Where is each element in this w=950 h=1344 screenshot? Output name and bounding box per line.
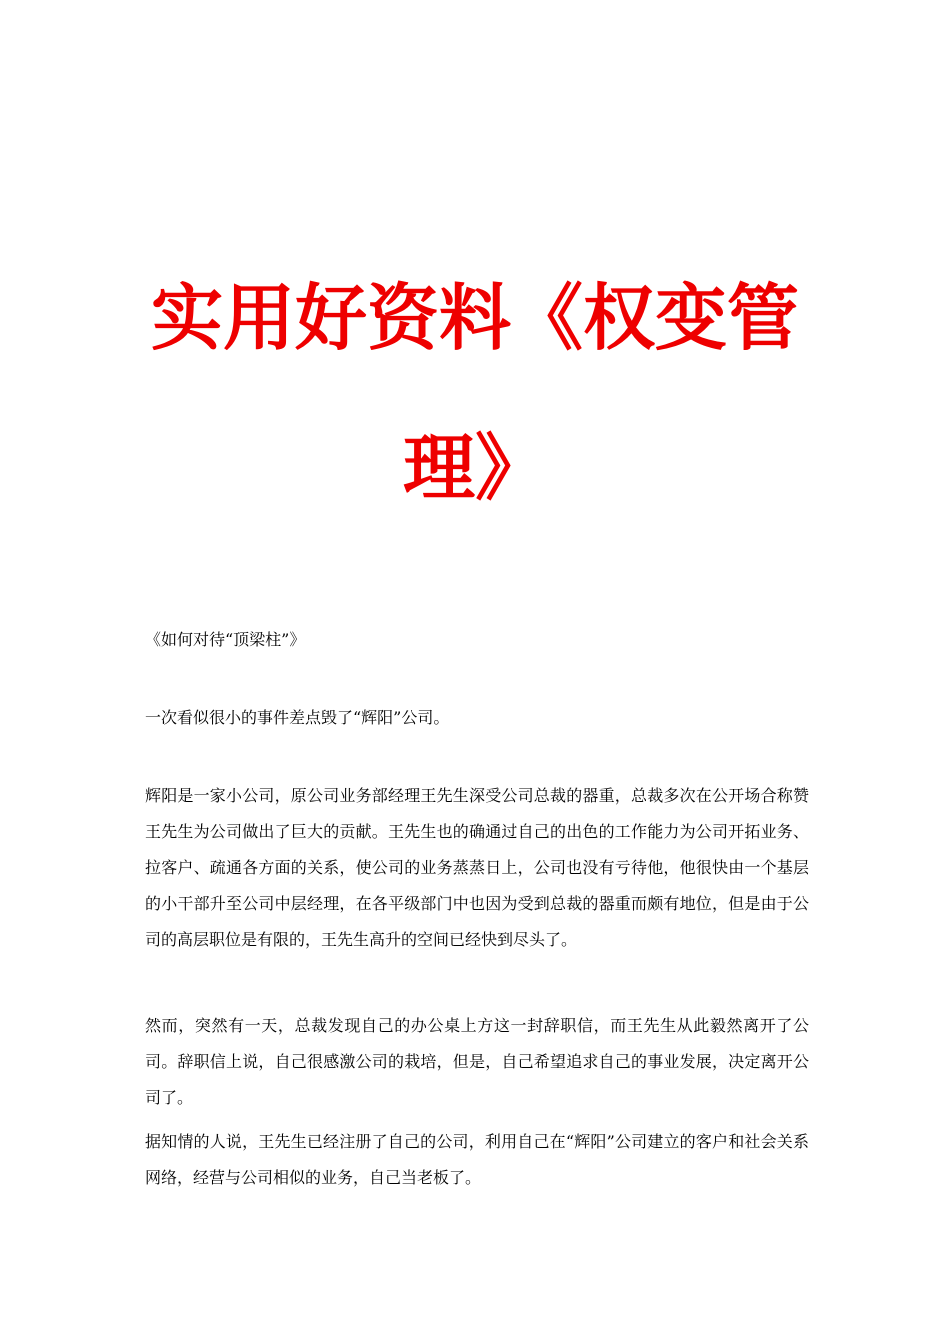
body-paragraph-2: 然而，突然有一天，总裁发现自己的办公桌上方这一封辞职信，而王先生从此毅然离开了公司。辞职信上说，自己很感激公司的栽培，但是，自己希望追求自己的事业发展，决定离开公司了。 — [145, 1016, 809, 1107]
body-paragraph-3: 据知情的人说，王先生已经注册了自己的公司，利用自己在“辉阳”公司建立的客户和社会关系网络，经营与公司相似的业务，自己当老板了。 — [145, 1132, 809, 1187]
document-title-line-1: 实用好资料《权变管 — [150, 276, 799, 360]
document-title-line-2: 理》 — [402, 426, 547, 510]
body-paragraph-1: 辉阳是一家小公司，原公司业务部经理王先生深受公司总裁的器重，总裁多次在公开场合称赞王先生为公司做出了巨大的贡献。王先生也的确通过自己的出色的工作能力为公司开拓业务、拉客户、疏通各方面的关系，使公司的业务蒸蒸日上，公司也没有亏待他，他很快由一个基层的小干部升至公司中层经理，在各平级部门中也因为受到总裁的器重而颇有地位，但是由于公司的高层职位是有限的，王先生高升的空间已经快到尽头了。 — [145, 786, 809, 949]
section-subtitle: 《如何对待“顶梁柱”》 — [145, 630, 306, 649]
intro-paragraph: 一次看似很小的事件差点毁了“辉阳”公司。 — [145, 708, 450, 727]
